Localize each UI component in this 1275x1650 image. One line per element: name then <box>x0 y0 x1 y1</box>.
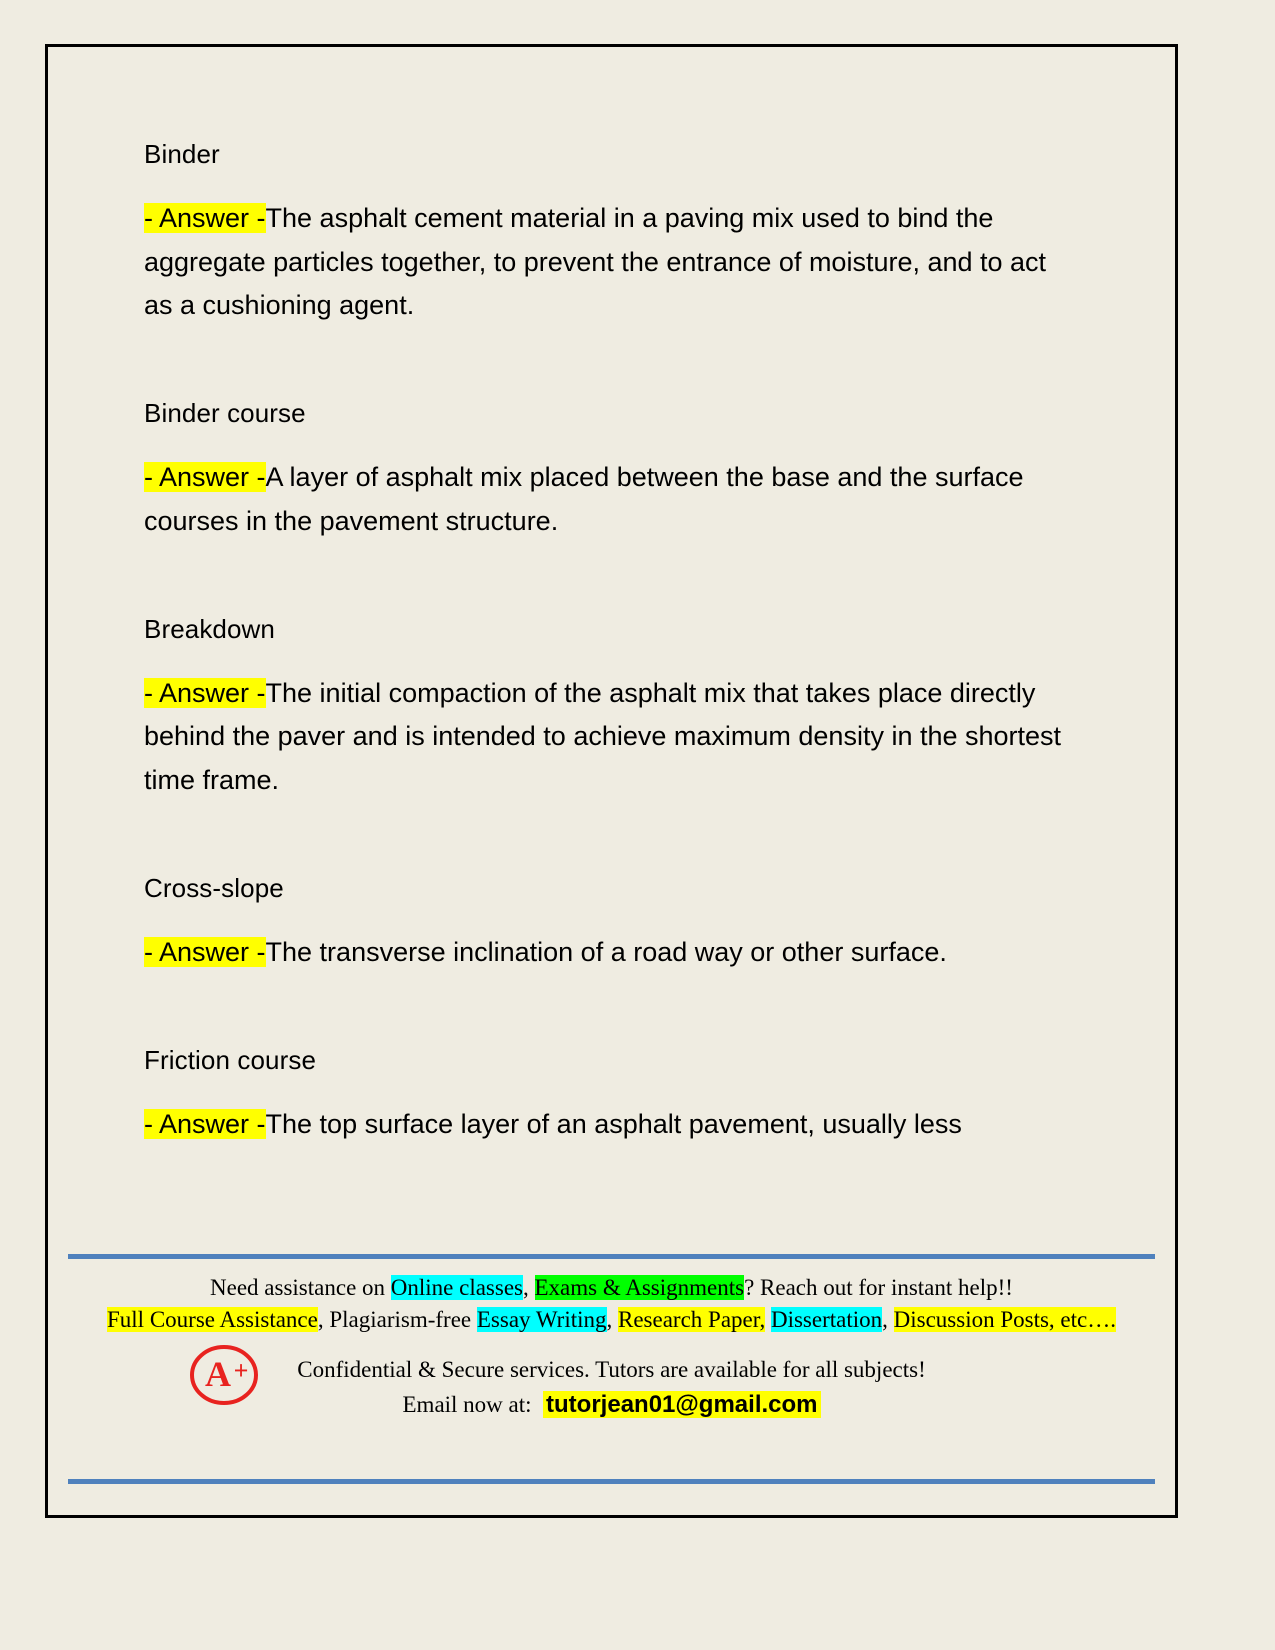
svg-text:+: + <box>233 1356 249 1385</box>
term-heading: Breakdown <box>144 613 275 644</box>
promo-footer <box>68 1254 1155 1502</box>
answer-paragraph <box>144 1103 1069 1147</box>
term-heading: Binder course <box>144 398 306 429</box>
answer-label: - Answer - <box>144 203 266 233</box>
promo-online-classes: Online classes <box>390 1275 523 1300</box>
answer-label: - Answer - <box>144 1108 266 1139</box>
promo-line2-part1: , Plagiarism-free <box>317 1307 477 1332</box>
document-content <box>144 141 1094 1146</box>
email-label: Email now at: <box>402 1392 532 1417</box>
answer-text: The top surface layer of an asphalt pavement, usually less <box>265 1108 962 1139</box>
promo-line1-part1: Need assistance on <box>210 1275 391 1300</box>
answer-label: - Answer - <box>144 677 266 708</box>
answer-paragraph <box>144 197 1069 328</box>
answer-paragraph <box>144 672 1069 803</box>
promo-dissertation: Dissertation <box>770 1307 883 1332</box>
document-page <box>45 44 1178 1518</box>
answer-paragraph <box>144 456 1069 543</box>
promo-contact <box>68 1333 1155 1419</box>
a-plus-logo-icon <box>188 1339 260 1411</box>
promo-exams-assignments: Exams & Assignments <box>534 1275 745 1300</box>
promo-text <box>68 1259 1155 1333</box>
answer-label: - Answer - <box>144 936 266 967</box>
promo-research-paper: Research Paper, <box>618 1307 766 1332</box>
promo-line2-part4: , <box>882 1307 894 1332</box>
answer-paragraph <box>144 931 1069 975</box>
promo-line-1 <box>68 1275 1155 1301</box>
answer-label: - Answer - <box>144 462 266 493</box>
promo-full-course: Full Course Assistance <box>107 1307 318 1332</box>
promo-line2-part2: , <box>606 1307 618 1332</box>
promo-line1-part2: , <box>523 1275 535 1300</box>
answer-text: The initial compaction of the asphalt mix that takes place directly behind the paver and is intended to achieve maximum density in the shortest time frame. <box>144 677 1062 796</box>
promo-discussion-posts: Discussion Posts, etc…. <box>893 1307 1116 1332</box>
email-address[interactable]: tutorjean01@gmail.com <box>543 1391 820 1418</box>
divider-bottom <box>68 1479 1155 1484</box>
term-heading: Friction course <box>144 1044 316 1075</box>
svg-text:A: A <box>205 1354 231 1394</box>
term-heading: Cross-slope <box>144 872 284 903</box>
promo-essay-writing: Essay Writing <box>476 1307 607 1332</box>
promo-line-3: Confidential & Secure services. Tutors are available for all subjects! <box>297 1357 926 1382</box>
answer-text: A layer of asphalt mix placed between the base and the surface courses in the pavement structure. <box>144 462 1024 536</box>
promo-line1-part3: ? Reach out for instant help!! <box>744 1275 1013 1300</box>
answer-text: The asphalt cement material in a paving mix used to bind the aggregate particles together, to prevent the entrance of moisture, and to act as a cushioning agent. <box>144 203 1047 321</box>
promo-line-2 <box>68 1307 1155 1333</box>
term-heading: Binder <box>144 139 220 169</box>
answer-text: The transverse inclination of a road way or other surface. <box>265 936 947 967</box>
